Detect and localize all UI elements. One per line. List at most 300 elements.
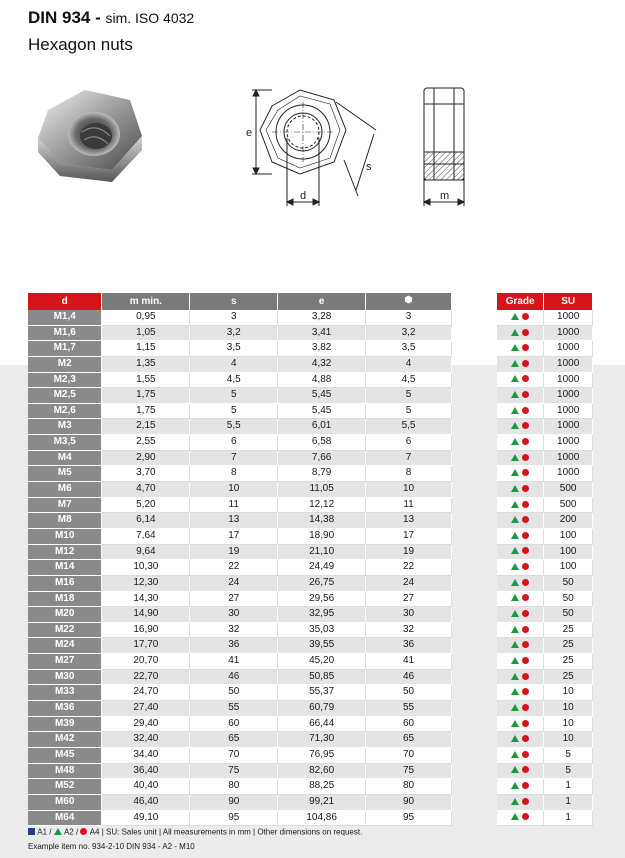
table-cell: 50 <box>366 685 452 701</box>
table-cell: 45,20 <box>278 654 366 670</box>
su-cell: 1000 <box>544 403 593 419</box>
table-cell: 4,5 <box>190 372 278 388</box>
su-cell: 25 <box>544 654 593 670</box>
table-cell: M42 <box>28 732 102 748</box>
su-cell: 1 <box>544 779 593 795</box>
table-cell: 4,32 <box>278 356 366 372</box>
table-cell: 32,95 <box>278 607 366 623</box>
grade-cell <box>497 779 544 795</box>
table-row <box>28 528 452 544</box>
a4-dot-icon <box>522 532 529 539</box>
a4-dot-icon <box>522 485 529 492</box>
a4-dot-icon <box>522 360 529 367</box>
a2-triangle-icon <box>511 375 519 382</box>
a4-dot-icon <box>522 641 529 648</box>
a4-dot-icon <box>522 673 529 680</box>
dim-label-e: e <box>246 127 253 139</box>
table-cell: 41 <box>190 654 278 670</box>
table-row <box>28 435 452 451</box>
su-cell: 1000 <box>544 310 593 325</box>
table-cell: 2,90 <box>102 450 190 466</box>
table-cell: 39,55 <box>278 638 366 654</box>
su-cell: 25 <box>544 669 593 685</box>
table-cell: M2 <box>28 356 102 372</box>
su-cell: 10 <box>544 701 593 717</box>
table-cell: 3,82 <box>278 341 366 357</box>
table-row <box>28 544 452 560</box>
hex-nut-photo <box>30 78 150 188</box>
table-cell: M20 <box>28 607 102 623</box>
su-cell: 500 <box>544 482 593 498</box>
grade-row <box>497 513 593 529</box>
table-cell: 11 <box>366 497 452 513</box>
table-cell: M60 <box>28 794 102 810</box>
grade-cell <box>497 763 544 779</box>
a2-triangle-icon <box>511 422 519 429</box>
table-cell: 35,03 <box>278 622 366 638</box>
su-cell: 1000 <box>544 341 593 357</box>
table-cell: 29,56 <box>278 591 366 607</box>
a2-triangle-icon <box>511 329 519 336</box>
grade-row <box>497 763 593 779</box>
table-cell: 5 <box>366 388 452 404</box>
grade-cell <box>497 669 544 685</box>
grade-row <box>497 685 593 701</box>
table-cell: 46 <box>190 669 278 685</box>
table-cell: 60 <box>366 716 452 732</box>
table-cell: 14,90 <box>102 607 190 623</box>
a4-dot-icon <box>522 391 529 398</box>
a2-triangle-icon <box>511 344 519 351</box>
table-cell: 46 <box>366 669 452 685</box>
grade-row <box>497 419 593 435</box>
su-cell: 1000 <box>544 372 593 388</box>
grade-cell <box>497 403 544 419</box>
su-cell: 1000 <box>544 419 593 435</box>
grade-cell <box>497 482 544 498</box>
grade-cell <box>497 513 544 529</box>
table-cell: 75 <box>366 763 452 779</box>
col-header-s: s <box>190 293 278 310</box>
su-cell: 5 <box>544 763 593 779</box>
grade-cell <box>497 794 544 810</box>
grade-cell <box>497 747 544 763</box>
a2-triangle-icon <box>511 813 519 820</box>
grade-cell <box>497 685 544 701</box>
table-cell: M33 <box>28 685 102 701</box>
grade-cell <box>497 732 544 748</box>
a4-dot-icon <box>522 469 529 476</box>
table-row <box>28 560 452 576</box>
table-cell: 17 <box>366 528 452 544</box>
table-cell: 5 <box>190 388 278 404</box>
grade-row <box>497 810 593 826</box>
a2-triangle-icon <box>511 516 519 523</box>
table-cell: M48 <box>28 763 102 779</box>
table-cell: 27 <box>190 591 278 607</box>
table-cell: 3,70 <box>102 466 190 482</box>
a4-dot-icon <box>522 407 529 414</box>
a2-triangle-icon <box>511 782 519 789</box>
a4-dot-icon <box>522 501 529 508</box>
grade-row <box>497 779 593 795</box>
table-cell: 99,21 <box>278 794 366 810</box>
grade-cell <box>497 497 544 513</box>
a4-dot-icon <box>522 704 529 711</box>
col-header-grade: Grade <box>497 293 544 310</box>
table-cell: M2,5 <box>28 388 102 404</box>
table-cell: 1,15 <box>102 341 190 357</box>
table-cell: 3,41 <box>278 325 366 341</box>
table-row <box>28 466 452 482</box>
a2-triangle-icon <box>511 391 519 398</box>
table-cell: 55 <box>366 701 452 717</box>
su-cell: 1000 <box>544 435 593 451</box>
table-cell: 7,64 <box>102 528 190 544</box>
table-cell: 55,37 <box>278 685 366 701</box>
table-cell: M18 <box>28 591 102 607</box>
table-cell: 19 <box>366 544 452 560</box>
a4-dot-icon <box>522 375 529 382</box>
a4-dot-icon <box>80 828 87 835</box>
grade-cell <box>497 701 544 717</box>
table-cell: 10 <box>190 482 278 498</box>
table-cell: 95 <box>190 810 278 826</box>
table-cell: 6,58 <box>278 435 366 451</box>
table-cell: 36,40 <box>102 763 190 779</box>
a2-triangle-icon <box>511 688 519 695</box>
table-row <box>28 763 452 779</box>
table-row <box>28 654 452 670</box>
table-cell: 12,30 <box>102 575 190 591</box>
grade-cell <box>497 528 544 544</box>
table-row <box>28 419 452 435</box>
table-cell: 88,25 <box>278 779 366 795</box>
grade-row <box>497 450 593 466</box>
a2-triangle-icon <box>511 626 519 633</box>
side-view-drawing <box>412 78 482 213</box>
a2-triangle-icon <box>511 454 519 461</box>
table-cell: 5,20 <box>102 497 190 513</box>
grade-cell <box>497 622 544 638</box>
su-cell: 500 <box>544 497 593 513</box>
table-cell: 13 <box>366 513 452 529</box>
dim-label-s: s <box>366 161 372 173</box>
table-cell: 30 <box>366 607 452 623</box>
table-cell: 32 <box>190 622 278 638</box>
a2-triangle-icon <box>511 641 519 648</box>
table-cell: 5,5 <box>366 419 452 435</box>
su-cell: 200 <box>544 513 593 529</box>
a2-triangle-icon <box>511 485 519 492</box>
su-cell: 1000 <box>544 356 593 372</box>
su-cell: 10 <box>544 716 593 732</box>
a2-triangle-icon <box>511 610 519 617</box>
table-cell: 6 <box>366 435 452 451</box>
grade-row <box>497 466 593 482</box>
su-cell: 1000 <box>544 450 593 466</box>
table-cell: M6 <box>28 482 102 498</box>
table-cell: M10 <box>28 528 102 544</box>
table-cell: 90 <box>366 794 452 810</box>
grade-row <box>497 654 593 670</box>
table-cell: M39 <box>28 716 102 732</box>
a2-triangle-icon <box>511 594 519 601</box>
table-cell: 6 <box>190 435 278 451</box>
table-cell: M4 <box>28 450 102 466</box>
table-cell: M22 <box>28 622 102 638</box>
table-cell: 36 <box>366 638 452 654</box>
table-cell: 5,45 <box>278 403 366 419</box>
su-cell: 25 <box>544 638 593 654</box>
table-cell: 60 <box>190 716 278 732</box>
su-cell: 5 <box>544 747 593 763</box>
grade-cell <box>497 575 544 591</box>
table-cell: 24 <box>190 575 278 591</box>
grade-cell <box>497 341 544 357</box>
table-cell: 26,75 <box>278 575 366 591</box>
table-cell: 55 <box>190 701 278 717</box>
table-row <box>28 591 452 607</box>
table-cell: 4 <box>366 356 452 372</box>
a4-dot-icon <box>522 735 529 742</box>
table-row <box>28 810 452 826</box>
table-cell: 50,85 <box>278 669 366 685</box>
table-cell: 60,79 <box>278 701 366 717</box>
table-cell: 70 <box>366 747 452 763</box>
table-cell: 27 <box>366 591 452 607</box>
table-cell: 5,45 <box>278 388 366 404</box>
table-row <box>28 341 452 357</box>
table-cell: M64 <box>28 810 102 826</box>
table-cell: 70 <box>190 747 278 763</box>
table-cell: M8 <box>28 513 102 529</box>
table-cell: 5 <box>190 403 278 419</box>
su-cell: 50 <box>544 591 593 607</box>
table-row <box>28 482 452 498</box>
table-cell: M27 <box>28 654 102 670</box>
table-cell: M3 <box>28 419 102 435</box>
table-row <box>28 575 452 591</box>
table-cell: 34,40 <box>102 747 190 763</box>
a4-dot-icon <box>522 610 529 617</box>
table-cell: M1,6 <box>28 325 102 341</box>
a2-triangle-icon <box>511 407 519 414</box>
a4-dot-icon <box>522 798 529 805</box>
a4-dot-icon <box>522 594 529 601</box>
a2-triangle-icon <box>511 657 519 664</box>
table-cell: 71,30 <box>278 732 366 748</box>
su-cell: 50 <box>544 607 593 623</box>
table-row <box>28 747 452 763</box>
grade-cell <box>497 607 544 623</box>
table-cell: 4,5 <box>366 372 452 388</box>
grade-cell <box>497 419 544 435</box>
table-cell: 3,5 <box>366 341 452 357</box>
grade-row <box>497 669 593 685</box>
table-cell: M16 <box>28 575 102 591</box>
a4-dot-icon <box>522 454 529 461</box>
front-view-drawing <box>238 78 388 213</box>
grade-row <box>497 435 593 451</box>
a4-dot-icon <box>522 579 529 586</box>
a2-triangle-icon <box>511 579 519 586</box>
grade-row <box>497 310 593 325</box>
a4-dot-icon <box>522 626 529 633</box>
su-cell: 1000 <box>544 388 593 404</box>
grade-row <box>497 372 593 388</box>
grade-cell <box>497 544 544 560</box>
table-cell: 3,28 <box>278 310 366 325</box>
table-cell: 66,44 <box>278 716 366 732</box>
a2-triangle-icon <box>54 828 62 835</box>
grade-row <box>497 356 593 372</box>
grade-row <box>497 497 593 513</box>
table-cell: M2,6 <box>28 403 102 419</box>
table-cell: 17,70 <box>102 638 190 654</box>
a4-dot-icon <box>522 751 529 758</box>
grade-cell <box>497 716 544 732</box>
table-cell: 17 <box>190 528 278 544</box>
dimensions-table <box>28 293 452 826</box>
table-cell: 41 <box>366 654 452 670</box>
page-title: DIN 934 - sim. ISO 4032 <box>28 8 195 27</box>
col-header-d: d <box>28 293 102 310</box>
a4-dot-icon <box>522 782 529 789</box>
table-cell: 1,75 <box>102 388 190 404</box>
su-cell: 50 <box>544 575 593 591</box>
su-cell: 100 <box>544 544 593 560</box>
su-cell: 1 <box>544 810 593 826</box>
table-cell: 32,40 <box>102 732 190 748</box>
table-cell: 1,55 <box>102 372 190 388</box>
table-cell: 22 <box>190 560 278 576</box>
table-cell: 11 <box>190 497 278 513</box>
a2-triangle-icon <box>511 735 519 742</box>
a4-dot-icon <box>522 547 529 554</box>
table-cell: M2,3 <box>28 372 102 388</box>
col-header-su: SU <box>544 293 593 310</box>
dim-label-m: m <box>440 190 450 202</box>
table-cell: 3,2 <box>190 325 278 341</box>
grade-cell <box>497 356 544 372</box>
table-cell: 8,79 <box>278 466 366 482</box>
table-cell: M1,7 <box>28 341 102 357</box>
a2-triangle-icon <box>511 501 519 508</box>
table-row <box>28 607 452 623</box>
table-cell: 82,60 <box>278 763 366 779</box>
col-header-m-min: m min. <box>102 293 190 310</box>
table-cell: 9,64 <box>102 544 190 560</box>
table-cell: 6,14 <box>102 513 190 529</box>
table-cell: 95 <box>366 810 452 826</box>
a2-triangle-icon <box>511 469 519 476</box>
a2-triangle-icon <box>511 563 519 570</box>
table-cell: 10,30 <box>102 560 190 576</box>
a2-triangle-icon <box>511 532 519 539</box>
a4-dot-icon <box>522 657 529 664</box>
table-row <box>28 513 452 529</box>
a1-square-icon <box>28 828 35 835</box>
table-cell: 29,40 <box>102 716 190 732</box>
grade-cell <box>497 325 544 341</box>
table-cell: 7 <box>190 450 278 466</box>
table-cell: 65 <box>190 732 278 748</box>
table-cell: 20,70 <box>102 654 190 670</box>
table-cell: 16,90 <box>102 622 190 638</box>
table-cell: 30 <box>190 607 278 623</box>
grade-cell <box>497 466 544 482</box>
table-cell: 7,66 <box>278 450 366 466</box>
table-cell: 3,2 <box>366 325 452 341</box>
grade-row <box>497 528 593 544</box>
table-row <box>28 716 452 732</box>
table-row <box>28 310 452 325</box>
a2-triangle-icon <box>511 360 519 367</box>
a2-triangle-icon <box>511 720 519 727</box>
table-cell: 24,70 <box>102 685 190 701</box>
table-cell: 80 <box>190 779 278 795</box>
table-row <box>28 701 452 717</box>
table-cell: 21,10 <box>278 544 366 560</box>
su-cell: 100 <box>544 560 593 576</box>
table-cell: 22 <box>366 560 452 576</box>
col-header-hex-icon <box>366 293 452 310</box>
a2-triangle-icon <box>511 438 519 445</box>
grade-row <box>497 732 593 748</box>
a4-dot-icon <box>522 813 529 820</box>
grade-row <box>497 403 593 419</box>
grade-cell <box>497 810 544 826</box>
grade-row <box>497 482 593 498</box>
grade-row <box>497 341 593 357</box>
table-cell: 40,40 <box>102 779 190 795</box>
grade-row <box>497 607 593 623</box>
table-cell: 24,49 <box>278 560 366 576</box>
a4-dot-icon <box>522 720 529 727</box>
a4-dot-icon <box>522 766 529 773</box>
table-cell: 5,5 <box>190 419 278 435</box>
grade-row <box>497 747 593 763</box>
table-cell: M14 <box>28 560 102 576</box>
a4-dot-icon <box>522 344 529 351</box>
grade-row <box>497 591 593 607</box>
table-cell: 8 <box>366 466 452 482</box>
table-cell: M24 <box>28 638 102 654</box>
a2-triangle-icon <box>511 766 519 773</box>
a4-dot-icon <box>522 329 529 336</box>
dim-label-d: d <box>300 190 307 202</box>
table-cell: M45 <box>28 747 102 763</box>
a4-dot-icon <box>522 688 529 695</box>
table-cell: 3,5 <box>190 341 278 357</box>
table-cell: 5 <box>366 403 452 419</box>
table-cell: 65 <box>366 732 452 748</box>
a4-dot-icon <box>522 516 529 523</box>
su-cell: 1000 <box>544 466 593 482</box>
table-cell: 13 <box>190 513 278 529</box>
a2-triangle-icon <box>511 313 519 320</box>
col-header-e: e <box>278 293 366 310</box>
table-cell: 4 <box>190 356 278 372</box>
legend: A1 / A2 / A4 | SU: Sales unit | All measurements in mm | Other dimensions on request. <box>28 827 362 836</box>
table-row <box>28 388 452 404</box>
table-cell: 0,95 <box>102 310 190 325</box>
table-row <box>28 638 452 654</box>
table-cell: M12 <box>28 544 102 560</box>
grade-cell <box>497 560 544 576</box>
grade-row <box>497 325 593 341</box>
